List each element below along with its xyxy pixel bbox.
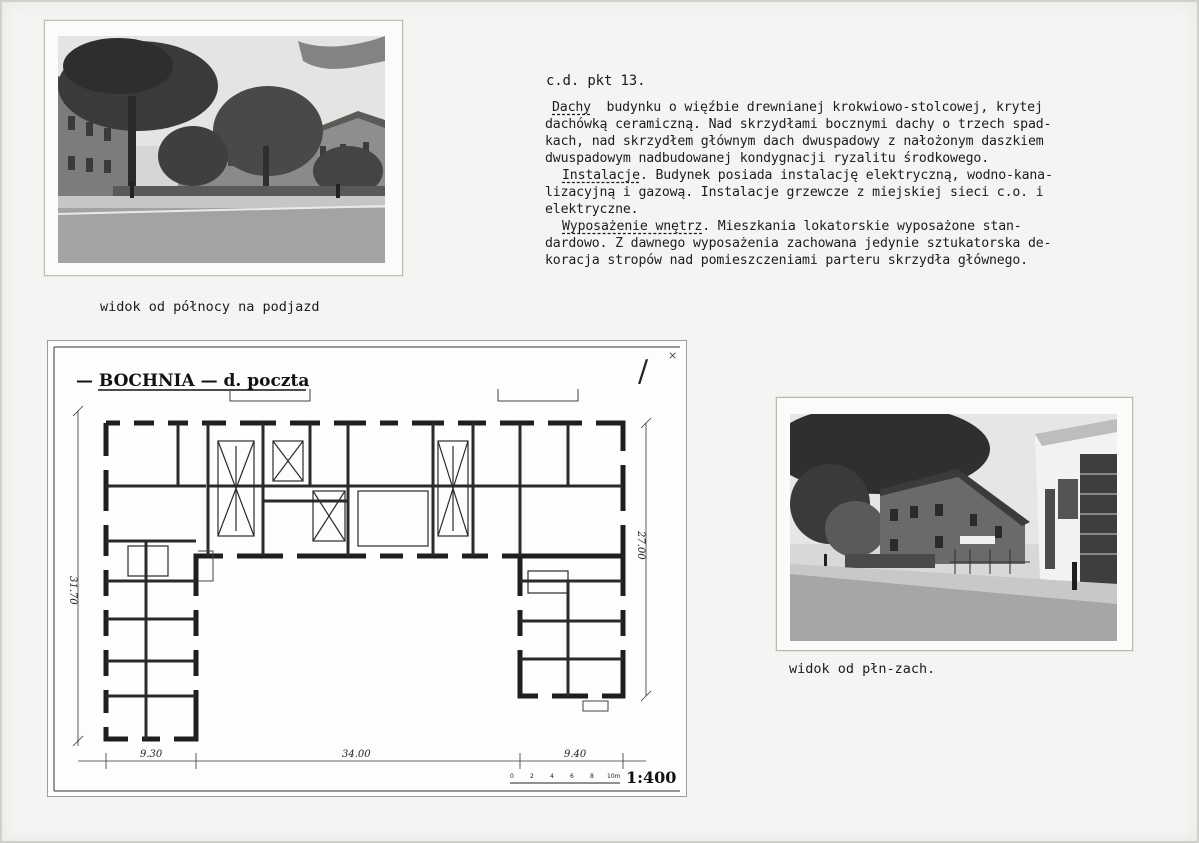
floor-plan-sheet [47,340,687,797]
caption-photo-northwest: widok od płn-zach. [789,661,936,677]
scale-tick-0: 0 [510,773,514,780]
caption-photo-north: widok od północy na podjazd [100,299,320,315]
desc-line-5-rest: . Budynek posiada instalację elektryczną, wodno-kana- [639,168,1053,183]
desc-line-8 [562,218,1022,235]
desc-line-9: dardowo. Z dawnego wyposażenia zachowana jedynie sztukatorska de- [545,236,1052,251]
keyword-wyposazenie: Wyposażenie wnętrz [562,219,703,234]
keyword-dachy: Dachy [552,100,591,115]
dim-bottom-mid: 34.00 [342,749,371,760]
plan-entrance-steps [198,389,608,711]
dim-bottom-right: 9.40 [564,749,587,760]
scale-tick-4: 8 [590,773,594,780]
photo-northwest [790,414,1117,641]
desc-line-3: kach, nad skrzydłem głównym dach dwuspadowy z nałożonym daszkiem [545,134,1044,149]
desc-line-8-rest: . Mieszkania lokatorskie wyposażone stan- [702,219,1022,234]
plan-dimension-lines [73,406,651,769]
photo-mount-north [44,20,403,276]
scale-label: 1:400 [626,768,677,787]
desc-line-4: dwuspadowym nadbudowanej kondygnacji ryzalitu środkowego. [545,151,990,166]
scale-tick-3: 6 [570,773,574,780]
dim-bottom-left: 9.30 [140,749,163,760]
desc-line-1-rest: budynku o więźbie drewnianej krokwiowo-stolcowej, krytej [590,100,1043,115]
photo-northwest-image [790,414,1117,641]
scale-tick-5: 10m [607,773,621,780]
floor-plan-drawing [48,341,686,796]
desc-line-7: elektryczne. [545,202,639,217]
desc-line-1 [552,99,1043,116]
desc-line-5 [562,167,1053,184]
photo-mount-northwest [776,397,1133,651]
desc-line-2: dachówką ceramiczną. Nad skrzydłami bocznymi dachy o trzech spad- [545,117,1052,132]
plan-title: — BOCHNIA — d. poczta [76,371,310,391]
dim-right-height: 27.00 [635,531,646,560]
dim-left-height: 31.70 [67,576,78,605]
sheet-mark: / [638,354,649,389]
desc-line-10: koracja stropów nad pomieszczeniami parteru skrzydła głównego. [545,253,1028,268]
plan-inner-walls [106,423,623,739]
svg-text:×: × [668,349,678,362]
photo-north-image [58,36,385,263]
plan-scale-bar [510,768,676,787]
section-ref: c.d. pkt 13. [546,73,646,89]
scale-tick-1: 2 [530,773,534,780]
scale-tick-2: 4 [550,773,554,780]
desc-line-6: lizacyjną i gazową. Instalacje grzewcze z miejskiej sieci c.o. i [545,185,1044,200]
keyword-instalacje: Instalacje [562,168,640,183]
photo-north-driveway [58,36,385,263]
